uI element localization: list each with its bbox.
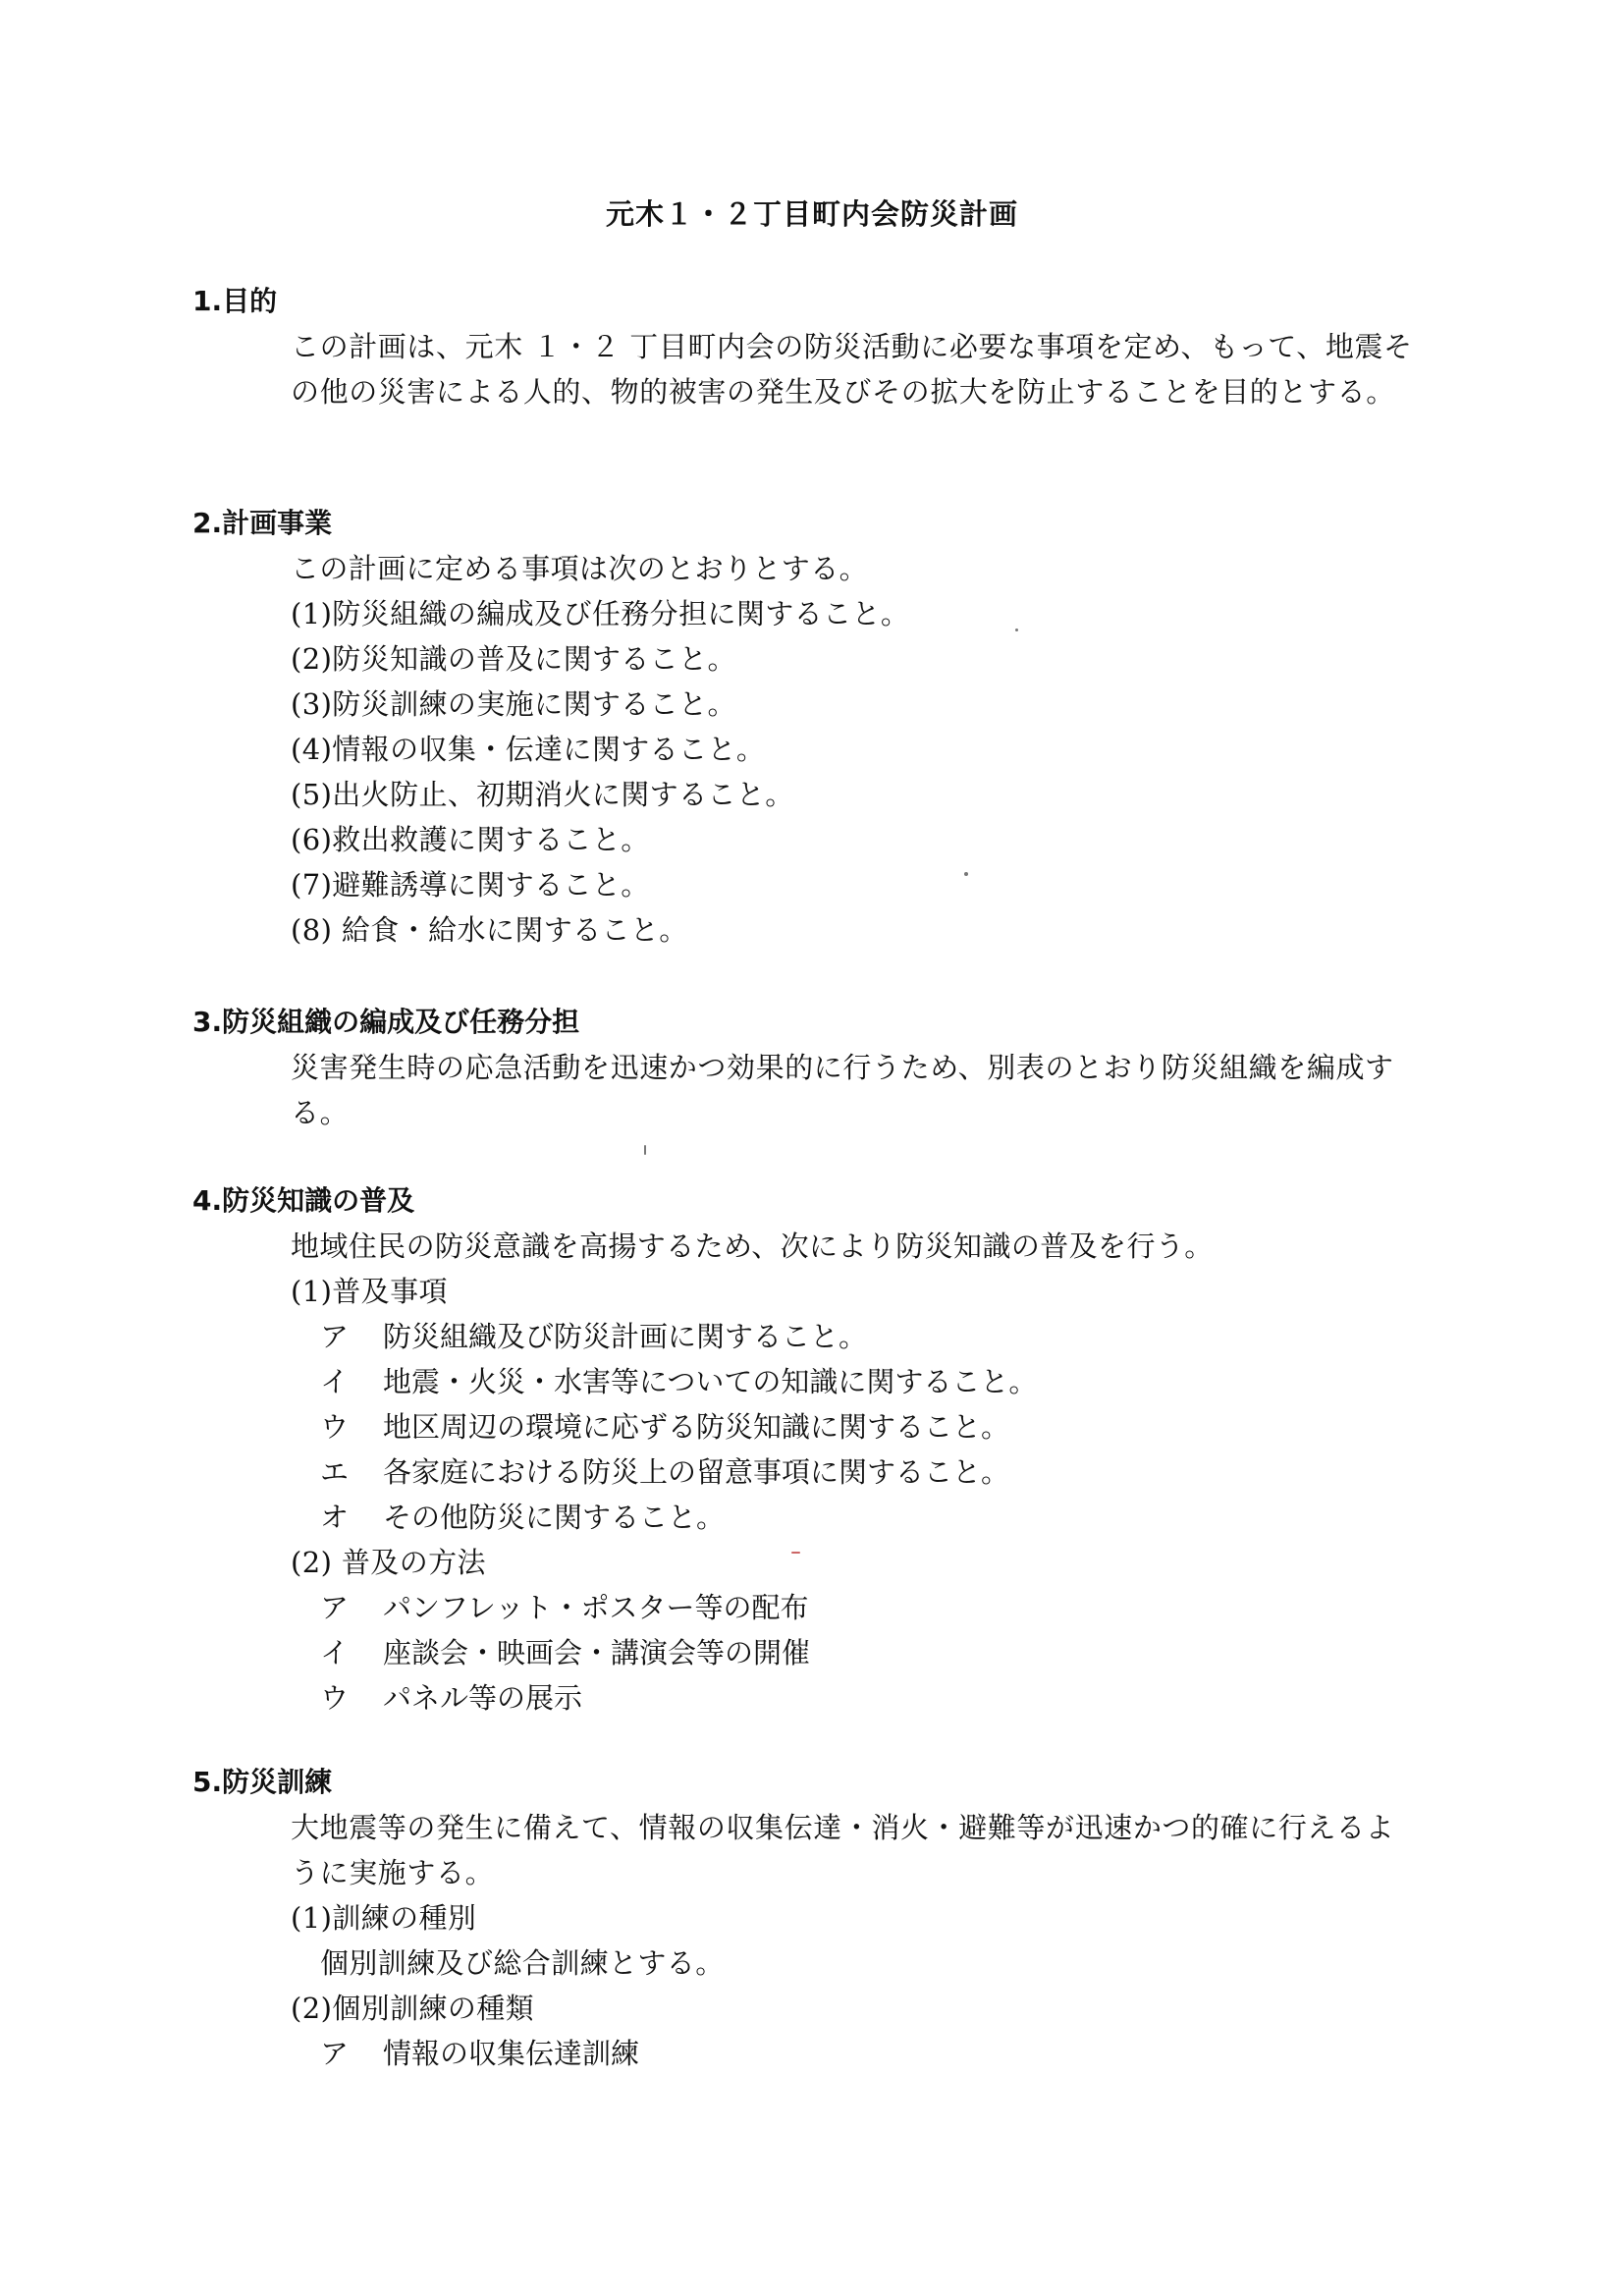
item-marker: ア: [320, 2037, 350, 2070]
item-marker: ウ: [320, 1410, 350, 1444]
scan-speck: [791, 1552, 800, 1554]
item-marker: ウ: [320, 1681, 350, 1715]
item-text: パネル等の展示: [383, 1681, 583, 1715]
list-item: [320, 1630, 1469, 1675]
list-item: (4)情報の収集・伝達に関すること。: [291, 733, 766, 766]
section-plan-items: [192, 501, 1469, 953]
item-marker: オ: [320, 1501, 350, 1534]
section-drills: [192, 1760, 1469, 2076]
scan-speck: [964, 872, 968, 876]
section-heading: 2.計画事業: [192, 507, 333, 539]
list-item: [320, 2031, 1469, 2076]
subsection-title: (2)個別訓練の種類: [291, 1992, 535, 2025]
document-title: 元木１・２丁目町内会防災計画: [605, 197, 1018, 231]
item-marker: エ: [320, 1455, 350, 1489]
list-item: (6)救出救護に関すること。: [291, 823, 650, 856]
section-knowledge: [192, 1178, 1469, 1721]
section-heading: 5.防災訓練: [192, 1766, 333, 1798]
list-item: [320, 1359, 1469, 1404]
item-marker: イ: [320, 1636, 350, 1669]
list-item: (7)避難誘導に関すること。: [291, 868, 650, 902]
list-item: (1)防災組織の編成及び任務分担に関すること。: [291, 597, 910, 630]
subsection-title: (1)普及事項: [291, 1275, 448, 1308]
item-text: その他防災に関すること。: [383, 1501, 726, 1534]
section-organization: [192, 1000, 1469, 1135]
list-item: [320, 1449, 1469, 1495]
item-text: パンフレット・ポスター等の配布: [383, 1591, 809, 1624]
section-heading: 4.防災知識の普及: [192, 1184, 415, 1217]
list-item: [320, 1495, 1469, 1540]
list-item: [320, 1675, 1469, 1721]
list-item: (8) 給食・給水に関すること。: [291, 913, 688, 947]
list-item: (2)防災知識の普及に関すること。: [291, 642, 736, 676]
list-item: [320, 1404, 1469, 1449]
section-text: 災害発生時の応急活動を迅速かつ効果的に行うため、別表のとおり防災組織を編成する。: [291, 1051, 1394, 1129]
item-text: 各家庭における防災上の留意事項に関すること。: [383, 1455, 1010, 1489]
scan-speck: [1015, 629, 1018, 631]
item-text: 情報の収集伝達訓練: [383, 2037, 640, 2070]
item-text: 座談会・映画会・講演会等の開催: [383, 1636, 811, 1669]
section-heading: 3.防災組織の編成及び任務分担: [192, 1006, 580, 1038]
section-heading: 1.目的: [192, 285, 278, 317]
list-item: (3)防災訓練の実施に関すること。: [291, 687, 736, 721]
subsection-title: (2) 普及の方法: [291, 1546, 486, 1579]
subsection-text: 個別訓練及び総合訓練とする。: [320, 1946, 725, 1980]
section-text: この計画は、元木 １・２ 丁目町内会の防災活動に必要な事項を定め、もって、地震その他の災害による人的、物的被害の発生及びその拡大を防止することを目的とする。: [291, 330, 1413, 409]
item-marker: イ: [320, 1365, 350, 1398]
subsection-title: (1)訓練の種別: [291, 1901, 477, 1935]
section-text: 大地震等の発生に備えて、情報の収集伝達・消火・避難等が迅速かつ的確に行えるように実施する。: [291, 1811, 1395, 1889]
section-purpose: [192, 279, 1469, 414]
item-marker: ア: [320, 1591, 350, 1624]
section-intro: 地域住民の防災意識を高揚するため、次により防災知識の普及を行う。: [291, 1230, 1214, 1263]
list-item: [320, 1585, 1469, 1630]
scan-speck: [644, 1145, 646, 1155]
list-item: (5)出火防止、初期消火に関すること。: [291, 778, 794, 811]
section-intro: この計画に定める事項は次のとおりとする。: [291, 552, 869, 585]
item-text: 地区周辺の環境に応ずる防災知識に関すること。: [383, 1410, 1010, 1444]
item-text: 防災組織及び防災計画に関すること。: [383, 1320, 868, 1353]
list-item: [320, 1314, 1469, 1359]
item-marker: ア: [320, 1320, 350, 1353]
item-text: 地震・火災・水害等についての知識に関すること。: [383, 1365, 1038, 1398]
